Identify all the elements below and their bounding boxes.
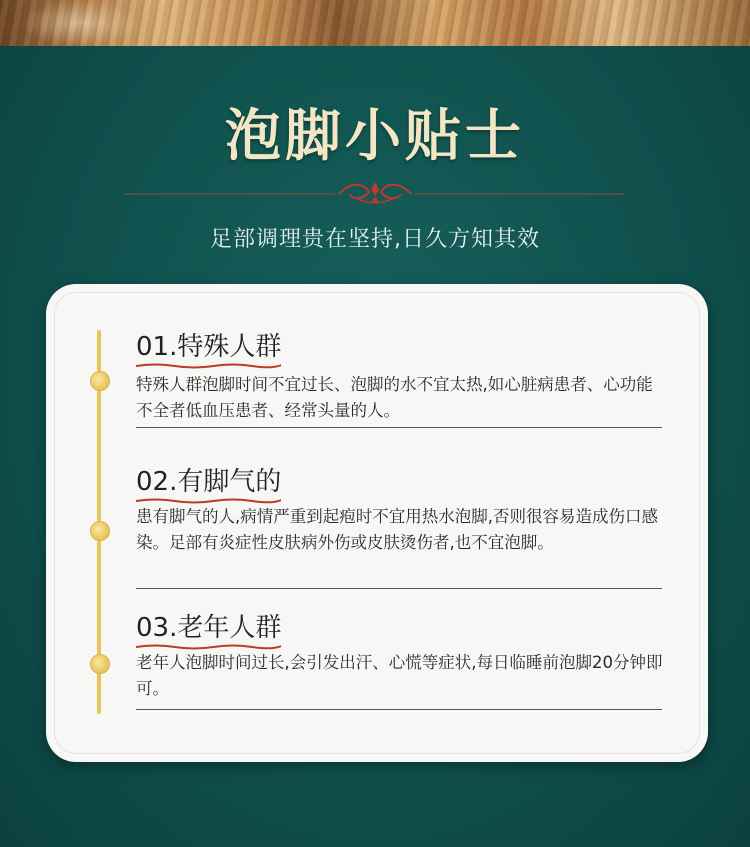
tip-heading-2 [136,461,281,498]
tip-divider-2 [136,588,662,589]
tip-body-2: 患有脚气的人,病情严重到起疱时不宜用热水泡脚,否则很容易造成伤口感染。足部有炎症性皮肤病外伤或皮肤烫伤者,也不宜泡脚。 [136,507,658,552]
tip-heading-1 [136,326,281,363]
tip-body-1: 特殊人群泡脚时间不宜过长、泡脚的水不宜太热,如心脏病患者、心功能不全者低血压患者、经常头量的人。 [136,375,653,420]
tip-heading-1-text: 01.特殊人群 [136,332,282,362]
tip-divider-1 [136,427,662,428]
tip-body-3: 老年人泡脚时间过长,会引发出汗、心慌等症状,每日临睡前泡脚20分钟即可。 [136,653,663,698]
page-title: 泡脚小贴士 [225,103,525,169]
timeline-dot-1 [90,371,110,391]
tip-heading-3 [136,607,281,644]
ornament-divider-icon [125,178,625,208]
timeline-dot-2 [90,521,110,541]
tip-heading-3-text: 03.老年人群 [136,613,282,643]
page-subtitle: 足部调理贵在坚持,日久方知其效 [210,227,540,252]
red-underline-icon [136,642,281,650]
tip-heading-2-text: 02.有脚气的 [136,467,282,497]
tip-divider-3 [136,709,662,710]
timeline-dot-3 [90,654,110,674]
wood-highlight [20,0,140,46]
red-underline-icon [136,496,281,504]
red-underline-icon [136,361,281,369]
wood-texture-banner [0,0,750,46]
